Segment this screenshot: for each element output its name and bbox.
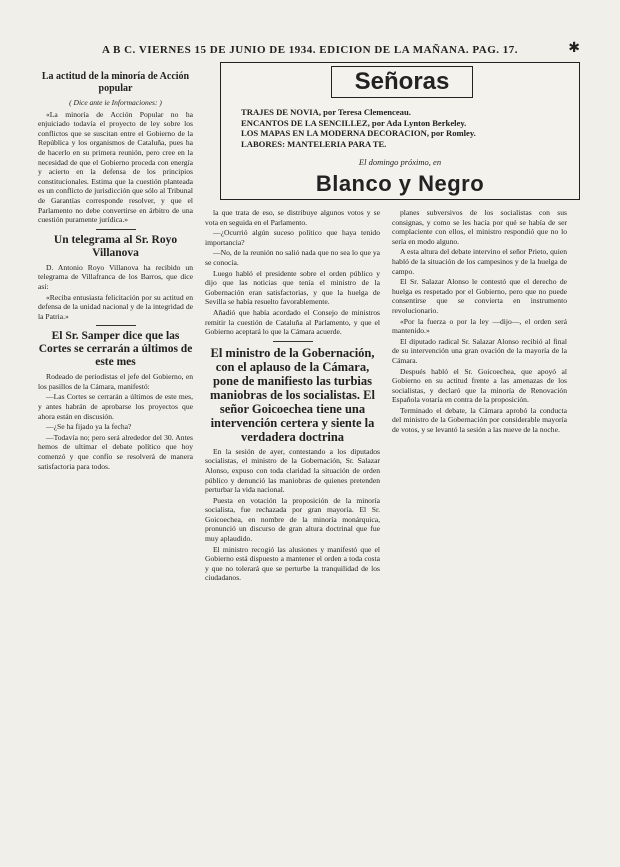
paragraph: Puesta en votación la proposición de la minoría socialista, fue rechazada por gran mayoría. El Sr. Goicoechea, en nombre de la minoría monárquica, pronunció un discurso de gran altura doctrinal que fue muy aplaudido.	[205, 495, 380, 544]
paragraph: Después habló el Sr. Goicoechea, que apoyó al Gobierno en su actitud frente a las amenazas de los socialistas, y declaró que la minoría de Renovación Española votaría en contra de la proposición.	[392, 366, 567, 405]
subheadline: ( Dice ante ie Informaciones: )	[69, 98, 162, 107]
ad-title: Señoras	[331, 66, 473, 98]
paragraph: Rodeado de periodistas el jefe del Gobierno, en los pasillos de la Cámara, manifestó:	[38, 372, 193, 391]
divider	[273, 341, 313, 342]
paragraph: D. Antonio Royo Villanova ha recibido un telegrama de Villafranca de los Barros, que dice así:	[38, 262, 193, 291]
headline: La actitud de la minoría de Acción popular	[41, 71, 190, 94]
paragraph: Terminado el debate, la Cámara aprobó la conducta del ministro de la Gobernación por considerable mayoría de votos, y se levantó la sesión a las nueve de la noche.	[392, 405, 567, 435]
advertisement-box	[220, 62, 580, 200]
paragraph: —Las Cortes se cerrarán a últimos de este mes, y antes habrán de aprobarse los proyectos que ahora están en discusión.	[38, 392, 193, 421]
star-icon: ✱	[568, 41, 580, 56]
paragraph: planes subversivos de los socialistas con sus consignas, y como se les hacía por qué se había de ser complaciente con ellos, el ministro respondió que no lo sería en modo alguno.	[392, 208, 567, 246]
column-2	[205, 208, 380, 847]
divider	[96, 325, 136, 326]
paragraph: —Todavía no; pero será alrededor del 30. Antes hemos de ultimar el debate político que hoy comenzó y que confío se resolverá de manera satisfactoria para todos.	[38, 432, 193, 471]
paragraph: El diputado radical Sr. Salazar Alonso recibió al final de su intervención una gran ovación de la mayoría de la Cámara.	[392, 336, 567, 365]
headline: El Sr. Samper dice que las Cortes se cerrarán a últimos de este mes	[38, 330, 193, 369]
paragraph: Luego habló el presidente sobre el orden público y dijo que las noticias que tenía el ministro de la Gobernación eran satisfactorias, y que la huelga de Sevilla se había resuelto favorablemente.	[205, 268, 380, 307]
paragraph: «La minoría de Acción Popular no ha enjuiciado todavía el proyecto de ley sobre los conflictos que se suscitan entre el Gobierno de la República y los organismos de Cataluña, pues ha de hacerlo en su primera reunión, pero cree en la necesidad de que el Gobierno proceda con energía y acierto en la defensa de los principios constitucionales. Estima que la cuestión planteada es un conflicto de jurisdicción que sólo al Tribunal de Garantías corresponde resolver, y que el Parlamento no debe convertirse en árbitro de una cuestión puramente jurídica.»	[38, 109, 193, 225]
paragraph: Añadió que había acordado el Consejo de ministros remitir la cuestión de Cataluña al Parlamento, y que el Gobierno aceptará lo que la Cámara acuerde.	[205, 307, 380, 337]
ad-sunday: El domingo próximo, en	[358, 157, 442, 167]
ad-lines	[241, 107, 476, 149]
paragraph: «Reciba entusiasta felicitación por su actitud en defensa de la unidad nacional y de la integridad de la Patria.»	[38, 292, 193, 321]
paragraph: El ministro recogió las alusiones y manifestó que el Gobierno está dispuesto a mantener el orden a toda costa y que no tolerará que se perturbe la tranquilidad de los ciudadanos.	[205, 544, 380, 583]
ad-line: TRAJES DE NOVIA, por Teresa Clemenceau.	[241, 107, 411, 117]
paragraph: la que trata de eso, se distribuye algunos votos y se vota en seguida en el Parlamento.	[205, 208, 380, 227]
paragraph: —No, de la reunión no salió nada que no sea lo que ya se conocía.	[205, 248, 380, 267]
paragraph: —¿Se ha fijado ya la fecha?	[46, 422, 132, 432]
paragraph: El Sr. Salazar Alonso le contestó que el derecho de huelga es respetado por el Gobierno, pero que no puede consentirse que se convierta en instrumento revolucionario.	[392, 277, 567, 315]
headline: El ministro de la Gobernación, con el aplauso de la Cámara, pone de manifiesto las turbias maniobras de los socialistas. El señor Goicoechea tiene una intervención certera y siente la verdadera doctrina	[210, 345, 375, 444]
column-1	[38, 68, 193, 847]
paragraph: A esta altura del debate intervino el señor Prieto, quien habló de la situación de los campesinos y de la huelga de campo.	[392, 247, 567, 276]
ad-line: ENCANTOS DE LA SENCILLEZ, por Ada Lynton Berkeley.	[241, 117, 467, 128]
page-header: A B C. VIERNES 15 DE JUNIO DE 1934. EDICION DE LA MAÑANA. PAG. 17.	[101, 44, 519, 56]
headline: Un telegrama al Sr. Royo Villanova	[53, 233, 178, 259]
paragraph: En la sesión de ayer, contestando a los diputados socialistas, el ministro de la Gobernación, Sr. Salazar Alonso, expuso con toda claridad la situación de orden público y denunció las maniobras de quienes pretenden perturbar la vida nacional.	[205, 446, 380, 495]
ad-magazine-name: Blanco y Negro	[315, 171, 485, 196]
paragraph: —¿Ocurrió algún suceso político que haya tenido importancia?	[205, 228, 380, 247]
paragraph: «Por la fuerza o por la ley —dijo—, el orden será mantenido.»	[392, 316, 567, 336]
column-3	[392, 208, 567, 847]
divider	[96, 229, 136, 230]
ad-line: LOS MAPAS EN LA MODERNA DECORACION, por Romley.	[241, 128, 476, 138]
ad-line: LABORES: MANTELERIA PARA TE.	[241, 138, 387, 149]
